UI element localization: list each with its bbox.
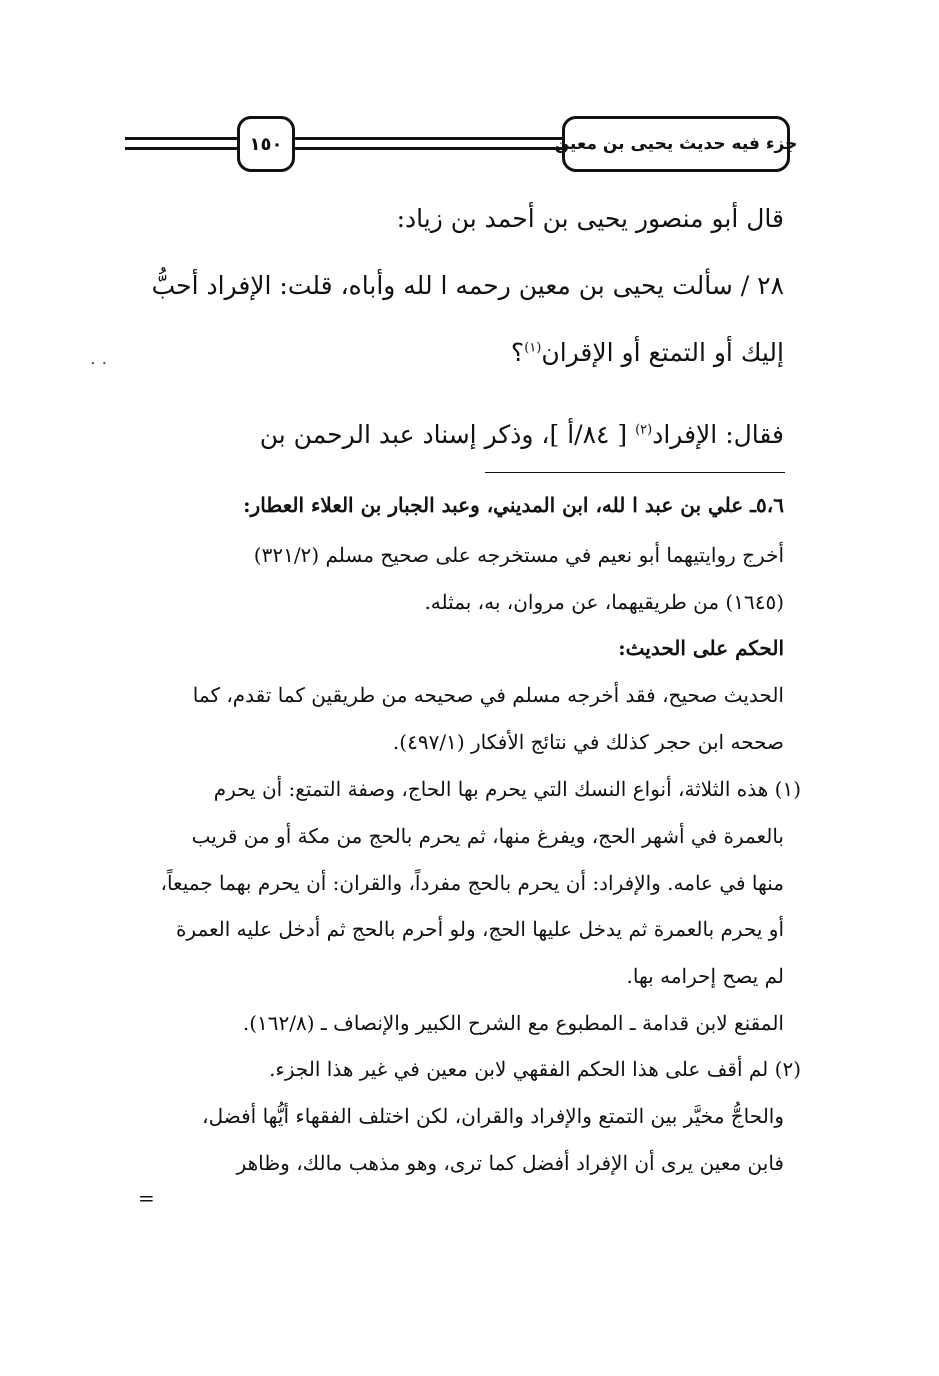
main-text-3a: إليك أو التمتع أو الإقران (541, 338, 784, 367)
footnote-text-15: فابن معين يرى أن الإفراد أفضل كما ترى، وهو مذهب مالك، وظاهر (236, 1151, 784, 1175)
main-line-3 (138, 338, 784, 367)
footnote-text-11: لم يصح إحرامه بها. (626, 964, 784, 988)
footnote-text-6: صححه ابن حجر كذلك في نتائج الأفكار (٤٩٧/١). (392, 730, 784, 754)
main-line-4 (138, 420, 784, 449)
footnote-line-16 (138, 1186, 784, 1210)
footnote-line-2 (138, 543, 784, 567)
footnote-text-14: والحاجُّ مخيَّر بين التمتع والإفراد والقران، لكن اختلف الفقهاء أيُّها أفضل، (202, 1104, 784, 1128)
footnote-line-9 (138, 871, 784, 895)
page-number: ١٥٠ (249, 133, 283, 155)
footnote-line-8 (138, 824, 784, 848)
footnote-line-3 (138, 590, 784, 614)
continuation-mark: = (138, 1186, 155, 1210)
footnote-text-2: أخرج روايتيهما أبو نعيم في مستخرجه على صحيح مسلم (٣٢١/٢) (253, 543, 784, 567)
footnote-line-15 (138, 1151, 784, 1175)
footnote-text-7: (١) هذه الثلاثة، أنواع النسك التي يحرم بها الحاج، وصفة التمتع: أن يحرم (213, 777, 801, 801)
footnote-text-13: (٢) لم أقف على هذا الحكم الفقهي لابن معين في غير هذا الجزء. (269, 1057, 801, 1081)
main-text-4a: فقال: الإفراد (652, 420, 784, 449)
footnote-text-1: ٥،٦ـ علي بن عبد ا لله، ابن المديني، وعبد الجبار بن العلاء العطار: (243, 493, 784, 517)
main-text-2: ٢٨ / سألت يحيى بن معين رحمه ا لله وأباه، قلت: الإفراد أحبُّ (151, 271, 784, 300)
footnote-text-5: الحديث صحيح، فقد أخرجه مسلم في صحيحه من طريقين كما تقدم، كما (192, 683, 784, 707)
footnote-ref-1[interactable]: (١) (524, 340, 542, 356)
footnote-line-14 (138, 1104, 784, 1128)
main-text-3b: ؟ (510, 338, 525, 367)
footnote-line-4 (138, 636, 784, 660)
margin-dots: . . (90, 348, 108, 369)
header-rule-mid-bottom (292, 147, 565, 150)
footnote-line-6 (138, 730, 784, 754)
main-text-4b: [ ٨٤/أ ]، وذكر إسناد عبد الرحمن بن (259, 420, 636, 449)
page-number-box (237, 116, 295, 172)
footnote-line-7 (138, 777, 801, 801)
running-title: جزء فيه حديث يحيى بن معين (554, 134, 798, 154)
footnote-line-11 (138, 964, 784, 988)
main-text-1: قال أبو منصور يحيى بن أحمد بن زياد: (396, 204, 784, 233)
footnote-ref-2[interactable]: (٢) (635, 422, 653, 438)
footnote-text-4: الحكم على الحديث: (618, 636, 784, 660)
footnote-text-10: أو يحرم بالعمرة ثم يدخل عليها الحج، ولو أحرم بالحج ثم أدخل عليه العمرة (175, 917, 784, 941)
footnote-text-3: (١٦٤٥) من طريقيهما، عن مروان، به، بمثله. (424, 590, 784, 614)
footnote-line-10 (138, 917, 784, 941)
header-rule-mid-top (292, 137, 565, 140)
running-title-box (554, 116, 798, 172)
header-rule-left-top (125, 137, 237, 140)
footnote-line-1 (138, 493, 784, 517)
footnote-text-8: بالعمرة في أشهر الحج، ويفرغ منها، ثم يحرم بالحج من مكة أو من قريب (191, 824, 784, 848)
footnote-line-12 (138, 1011, 784, 1035)
footnote-separator (485, 472, 785, 473)
main-line-2 (138, 271, 784, 300)
footnote-text-12: المقنع لابن قدامة ـ المطبوع مع الشرح الكبير والإنصاف ـ (١٦٢/٨). (242, 1011, 784, 1035)
footnote-text-9: منها في عامه. والإفراد: أن يحرم بالحج مفرداً، والقران: أن يحرم بهما جميعاً، (160, 871, 784, 895)
header-rule-left-bottom (125, 147, 237, 150)
main-line-1 (138, 204, 784, 233)
footnote-line-13 (138, 1057, 801, 1081)
footnote-line-5 (138, 683, 784, 707)
